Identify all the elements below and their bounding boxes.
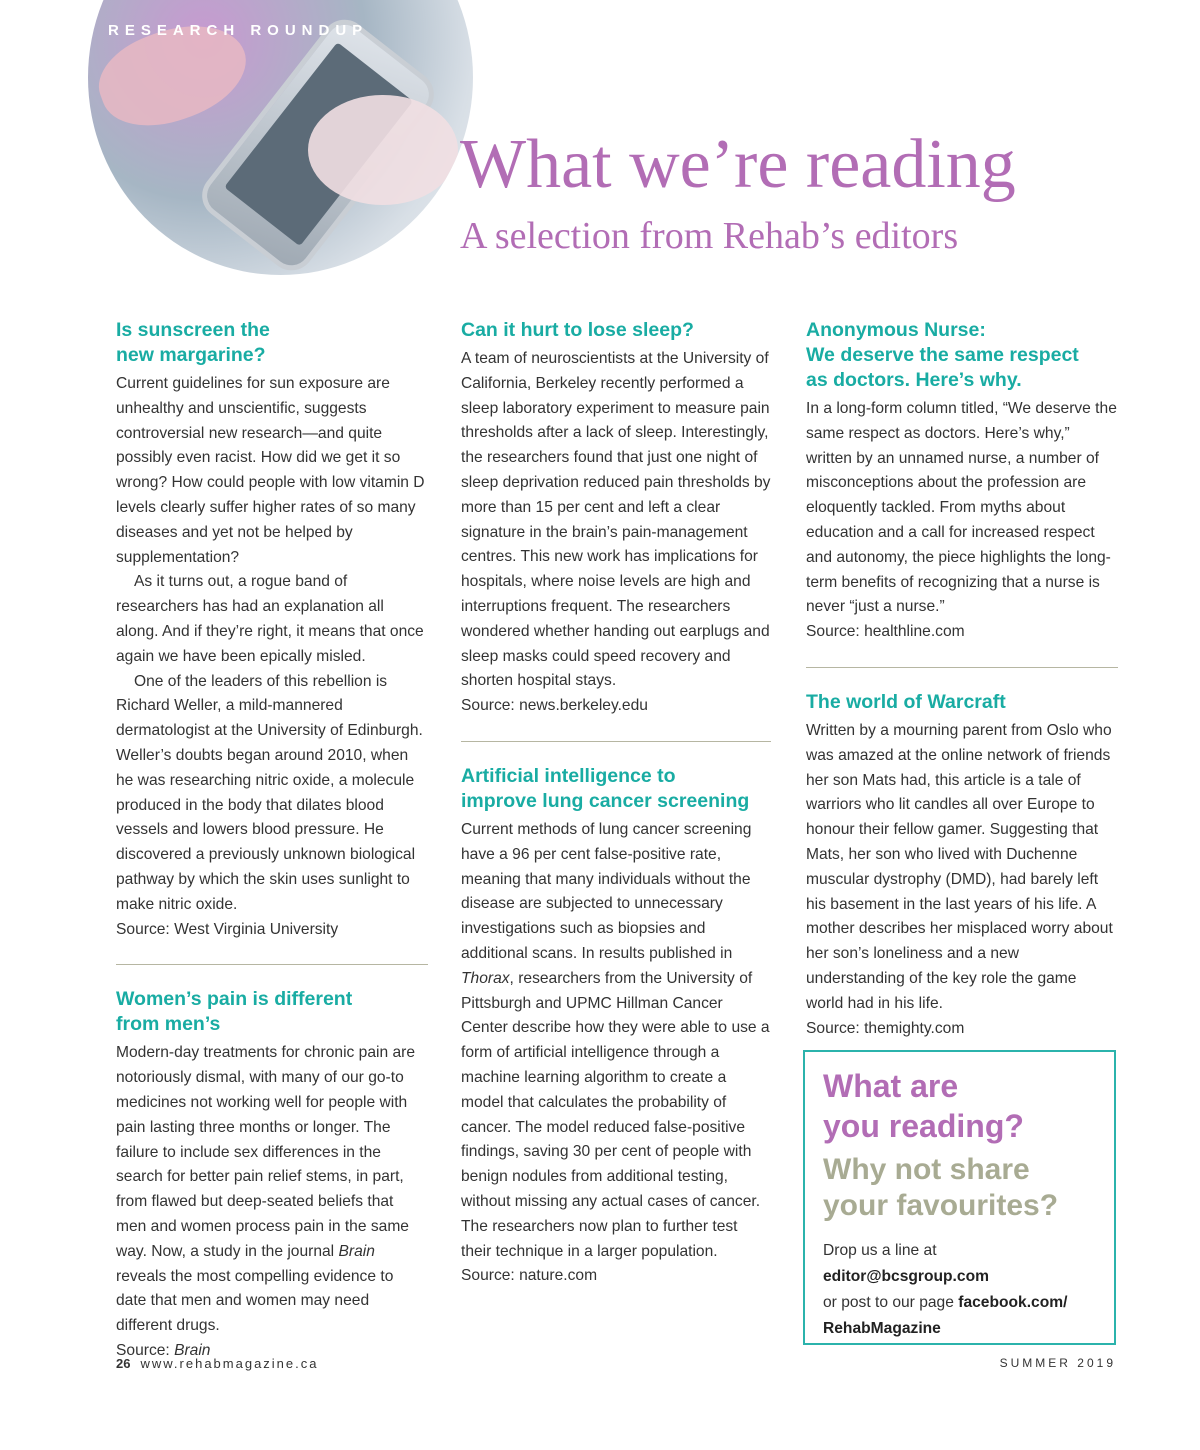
article-title-womens-pain: Women’s pain is different from men’s <box>116 988 353 1036</box>
column-3 <box>806 318 1118 1041</box>
article-title-sleep: Can it hurt to lose sleep? <box>461 319 694 341</box>
article-title-ai-lung: Artificial intelligence to improve lung cancer screening <box>461 764 750 812</box>
reader-callout-box <box>803 1050 1116 1345</box>
footer-issue: SUMMER 2019 <box>999 1356 1116 1370</box>
column-2 <box>461 318 771 1289</box>
callout-email-link[interactable]: editor@bcsgroup.com <box>823 1268 989 1285</box>
article-source: Source: nature.com <box>461 1267 598 1285</box>
facebook-link[interactable]: RehabMagazine <box>823 1320 941 1337</box>
article-source: Source: West Virginia University <box>116 920 339 938</box>
article-title-nurse: Anonymous Nurse: We deserve the same respect as doctors. Here’s why. <box>806 319 1079 391</box>
hand-shape <box>308 95 458 205</box>
article-body: Written by a mourning parent from Oslo who was amazed at the online network of friends her son Mats had, this article is a tale of warriors who lit candles all over Europe to honour their fellow gamer. Suggesting that Mats, her son who lived with Duchenne muscular dystrophy (DMD), had barely left his basement in the last years of his life. A mother describes her misplaced worry about her son’s loneliness and a new understanding of the key role the game world had in his life. <box>806 721 1113 1012</box>
article-body: Current methods of lung cancer screening have a 96 per cent false-positive rate, meaning that many individuals without the disease are subjected to unnecessary investigations such as biopsies and additional scans. In results published in Thorax, researchers from the University of Pittsburgh and UPMC Hillman Cancer Center describe how they were able to use a form of artificial intelligence through a machine learning algorithm to create a model that calculates the probability of cancer. The model reduced false-positive findings, saving 30 per cent of people with benign nodules from additional testing, without missing any actual cases of cancer. The researchers now plan to further test their technique in a larger population. <box>461 820 770 1260</box>
callout-line: or post to our page facebook.com/ RehabMagazine <box>823 1294 1068 1337</box>
article-body: As it turns out, a rogue band of researchers has had an explanation all along. And if they’re right, it means that once again we have been epically misled. <box>116 573 424 665</box>
callout-prompt: Why not share your favourites? <box>823 1153 1059 1222</box>
divider <box>116 964 428 965</box>
website-link[interactable]: www.rehabmagazine.ca <box>140 1356 319 1371</box>
article-source: Source: themighty.com <box>806 1019 965 1037</box>
article-body: Current guidelines for sun exposure are unhealthy and unscientific, suggests controversial new research—and quite possibly even racist. How did we get it so wrong? How could people with low vitamin D levels clearly suffer higher rates of so many diseases and yet not be helped by supplementation? <box>116 375 425 566</box>
article-source: Source: healthline.com <box>806 623 965 641</box>
article-body: In a long-form column titled, “We deserve the same respect as doctors. Here’s why,” written by an unnamed nurse, a number of misconceptions about the profession are eloquently tackled. From myths about education and a call for increased respect and autonomy, the piece highlights the long-term benefits of recognizing that a nurse is never “just a nurse.” <box>806 400 1117 616</box>
page-subtitle: A selection from Rehab’s editors <box>460 215 959 257</box>
hero-photo <box>88 0 473 275</box>
section-kicker: RESEARCH ROUNDUP <box>108 22 369 39</box>
divider <box>461 741 771 742</box>
page-number: 26 <box>116 1356 131 1371</box>
column-1 <box>116 318 428 1364</box>
article-body: A team of neuroscientists at the University of California, Berkeley recently performed a sleep laboratory experiment to measure pain thresholds after a lack of sleep. Interestingly, the researchers found that just one night of sleep deprivation reduced pain thresholds by more than 15 per cent and left a clear signature in the brain’s pain-management centres. This new work has implications for hospitals, where noise levels are high and interruptions frequent. The researchers wondered whether handing out earplugs and sleep masks could speed recovery and shorten hospital stays. <box>461 350 771 690</box>
divider <box>806 667 1118 668</box>
article-body: Modern-day treatments for chronic pain are notoriously dismal, with many of our go-to medicines not working well for people with pain lasting three months or longer. The failure to include sex differences in the search for better pain relief stems, in part, from flawed but deep-seated beliefs that men and women process pain in the same way. Now, a study in the journal Brain reveals the most compelling evidence to date that men and women may need different drugs. <box>116 1044 416 1335</box>
page-title: What we’re reading <box>460 126 1016 203</box>
facebook-link[interactable]: facebook.com/ <box>958 1294 1068 1311</box>
article-source: Source: Brain <box>116 1341 211 1359</box>
article-title-warcraft: The world of Warcraft <box>806 690 1006 713</box>
callout-line: Drop us a line at <box>823 1242 937 1259</box>
article-source: Source: news.berkeley.edu <box>461 697 648 715</box>
article-title-sunscreen: Is sunscreen the new margarine? <box>116 319 270 366</box>
footer-left <box>116 1356 319 1371</box>
article-body: One of the leaders of this rebellion is Richard Weller, a mild-mannered dermatologist at the University of Edinburgh. Weller’s doubts began around 2010, when he was researching nitric oxide, a molecule produced in the body that dilates blood vessels and lowers blood pressure. He discovered a previously unknown biological pathway by which the skin uses sunlight to make nitric oxide. <box>116 672 423 913</box>
callout-question: What are you reading? <box>823 1068 1024 1144</box>
